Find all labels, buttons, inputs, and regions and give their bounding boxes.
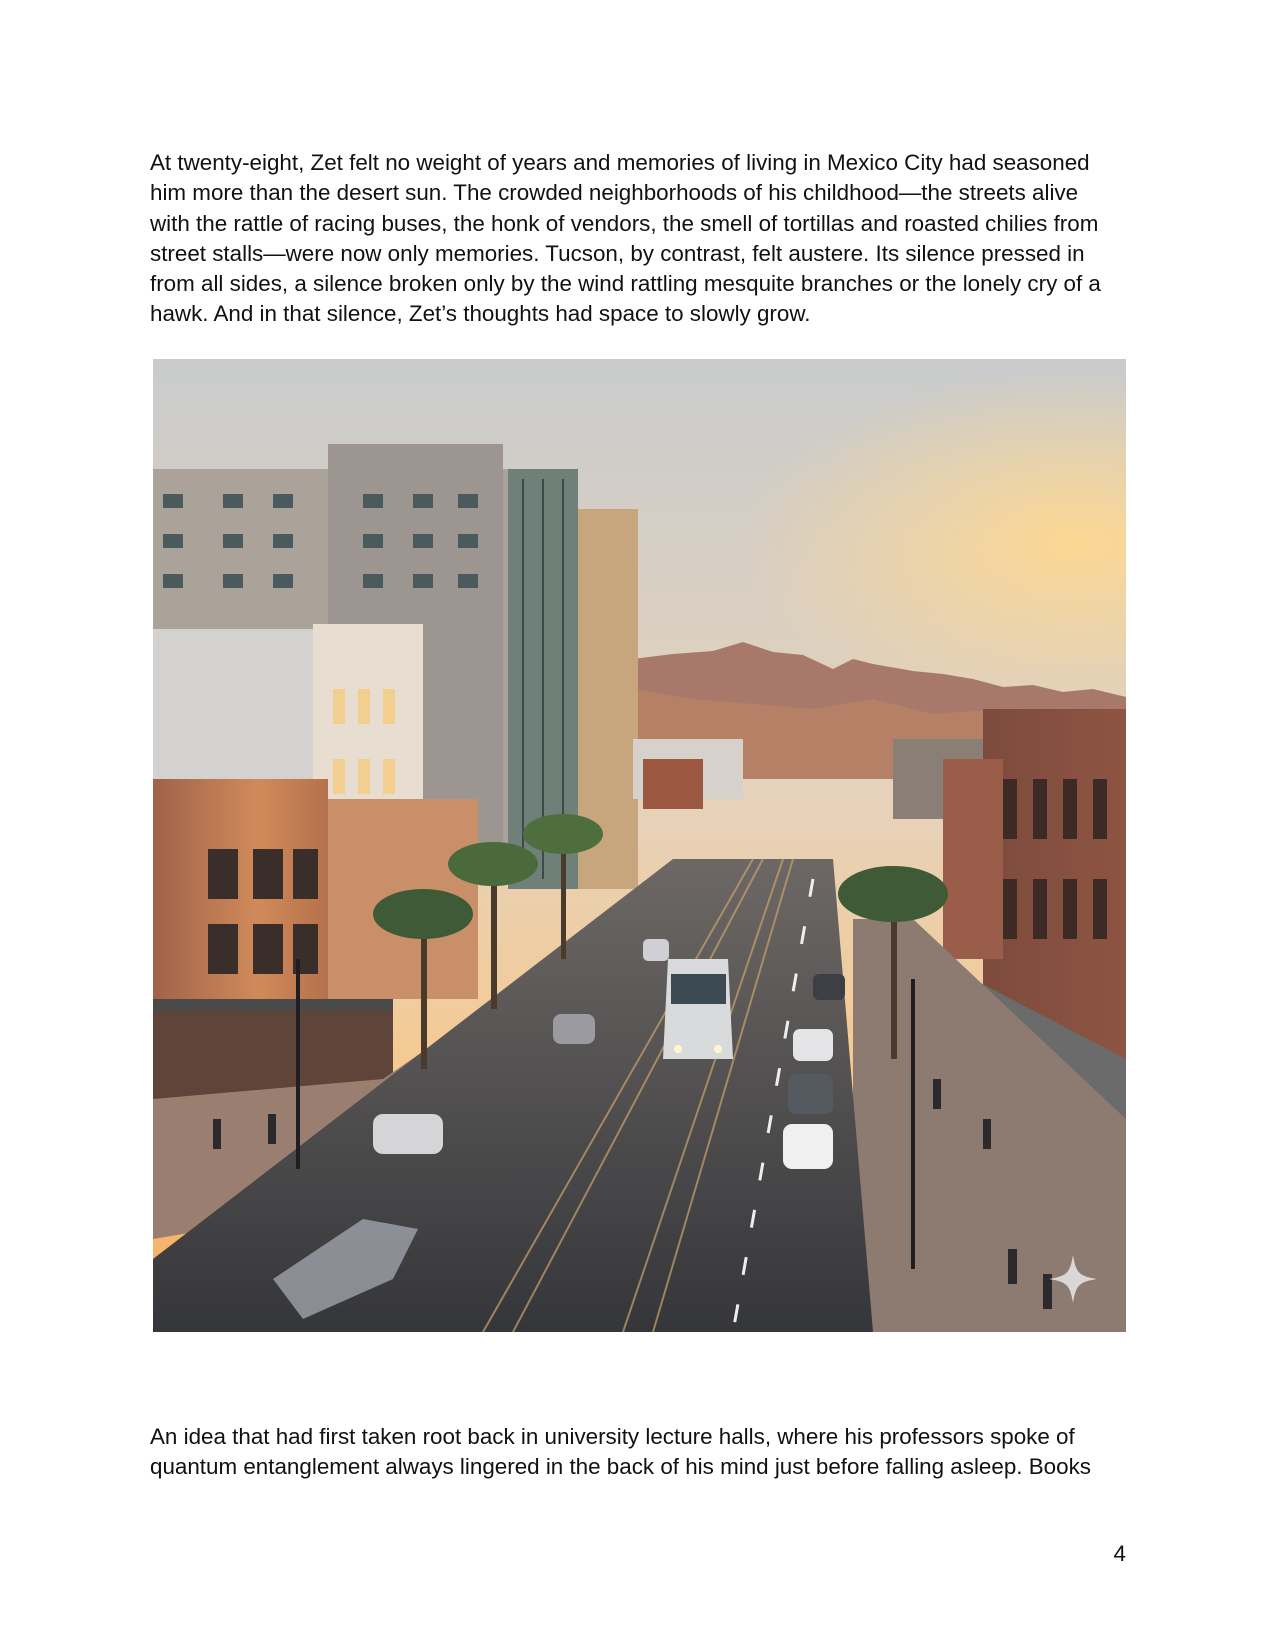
paragraph-line: At twenty-eight, Zet felt no weight of years and memories of living in Mexico City had seasoned (150, 150, 1090, 175)
city-street-illustration (153, 359, 1126, 1332)
paragraph-line: hawk. And in that silence, Zet’s thoughts had space to slowly grow. (150, 301, 811, 327)
paragraph-line: him more than the desert sun. The crowded neighborhoods of his childhood—the streets alive (150, 180, 1079, 206)
paragraph-line: street stalls—were now only memories. Tucson, by contrast, felt austere. Its silence pressed in (150, 240, 1085, 266)
paragraph-1 (150, 148, 1130, 330)
page-number: 4 (1113, 1541, 1126, 1566)
paragraph-line: from all sides, a silence broken only by the wind rattling mesquite branches or the lonely cry of a (150, 271, 1101, 297)
paragraph-line: An idea that had first taken root back in university lecture halls, where his professors spoke of (150, 1424, 1075, 1449)
paragraph-2 (150, 1422, 1130, 1483)
distant-brick-building (643, 759, 703, 809)
brick-building-right-2 (943, 759, 1003, 959)
paragraph-line: with the rattle of racing buses, the honk of vendors, the smell of tortillas and roasted chilies from (150, 210, 1099, 236)
streetcar (663, 959, 733, 1059)
paragraph-line: quantum entanglement always lingered in the back of his mind just before falling asleep. Books (150, 1454, 1091, 1480)
awning (153, 999, 393, 1011)
city-street-photo (153, 359, 1126, 1332)
